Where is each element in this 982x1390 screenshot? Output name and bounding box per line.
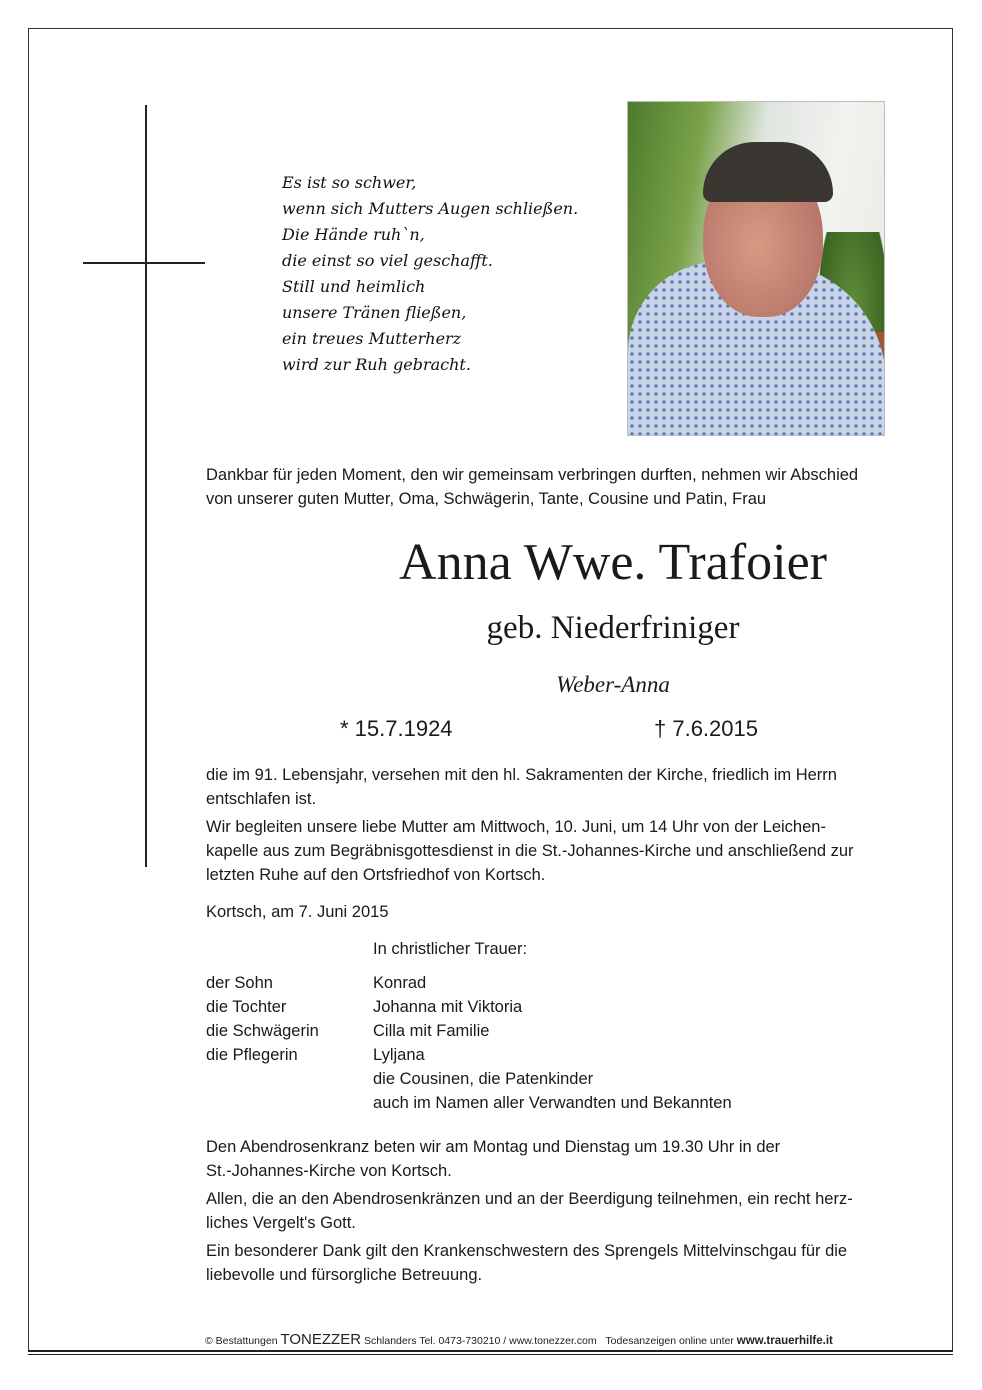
closing-line: liebevolle und fürsorgliche Betreuung. [206,1266,483,1284]
closing-line: Allen, die an den Abendrosenkränzen und an der Beerdigung teilnehmen, ein recht herz- [206,1190,853,1208]
mourning-heading: In christlicher Trauer: [373,940,528,958]
family-member: die Cousinen, die Patenkinder [373,1070,594,1088]
family-member: auch im Namen aller Verwandten und Bekannten [373,1094,732,1112]
closing-line: Den Abendrosenkranz beten wir am Montag und Dienstag um 19.30 Uhr in der [206,1138,781,1156]
intro-text [206,463,906,511]
nickname: Weber-Anna [556,672,670,697]
family-member: Cilla mit Familie [373,1022,490,1040]
relation: der Sohn [206,974,273,992]
body-text [206,763,906,887]
poem-line: unsere Tränen fließen, [282,303,467,322]
closing-text [206,1135,906,1287]
footer-contact: Schlanders Tel. 0473-730210 / www.tonezzer.com [363,1335,597,1347]
poem-line: Es ist so schwer, [282,173,417,192]
place-date: Kortsch, am 7. Juni 2015 [206,903,389,921]
body-line: Wir begleiten unsere liebe Mutter am Mittwoch, 10. Juni, um 14 Uhr von der Leichen- [206,818,826,836]
poem-line: Still und heimlich [282,277,426,296]
intro-line: Dankbar für jeden Moment, den wir gemeinsam verbringen durften, nehmen wir Abschied [206,466,859,484]
poem-line: wird zur Ruh gebracht. [282,355,471,374]
footer [205,1331,833,1348]
closing-line: liches Vergelt's Gott. [206,1214,356,1232]
family-member: Johanna mit Viktoria [373,998,523,1016]
death-date: † 7.6.2015 [654,716,758,741]
footer-divider-thin [28,1354,953,1355]
poem-line: wenn sich Mutters Augen schließen. [282,199,579,218]
family-member: Konrad [373,974,427,992]
cross-icon-vertical [145,105,147,867]
footer-divider [28,1350,953,1352]
footer-online-link[interactable]: www.trauerhilfe.it [736,1335,833,1347]
body-line: kapelle aus zum Begräbnisgottesdienst in die St.-Johannes-Kirche und anschließend zur [206,842,854,860]
family-member: Lyljana [373,1046,425,1064]
relation: die Pflegerin [206,1046,298,1064]
birth-name: geb. Niederfriniger [486,610,740,646]
closing-line: Ein besonderer Dank gilt den Krankenschwestern des Sprengels Mittelvinschgau für die [206,1242,848,1260]
intro-line: von unserer guten Mutter, Oma, Schwägerin, Tante, Cousine und Patin, Frau [206,490,767,508]
body-line: entschlafen ist. [206,790,317,808]
portrait-photo [627,101,885,436]
body-line: die im 91. Lebensjahr, versehen mit den hl. Sakramenten der Kirche, friedlich im Herrn [206,766,837,784]
poem-line: die einst so viel geschafft. [282,251,493,270]
birth-date: * 15.7.1924 [340,716,453,741]
closing-line: St.-Johannes-Kirche von Kortsch. [206,1162,452,1180]
footer-online-label: Todesanzeigen online unter [605,1335,734,1347]
poem [282,170,578,378]
family-names [373,971,732,1115]
body-line: letzten Ruhe auf den Ortsfriedhof von Kortsch. [206,866,546,884]
poem-line: Die Hände ruh`n, [282,225,425,244]
cross-icon-horizontal [83,262,205,264]
relation: die Tochter [206,998,287,1016]
footer-brand: TONEZZER [280,1331,362,1348]
poem-line: ein treues Mutterherz [282,329,462,348]
family-relations [206,971,319,1067]
footer-prefix: © Bestattungen [205,1335,278,1347]
relation: die Schwägerin [206,1022,319,1040]
deceased-name: Anna Wwe. Trafoier [399,534,827,591]
